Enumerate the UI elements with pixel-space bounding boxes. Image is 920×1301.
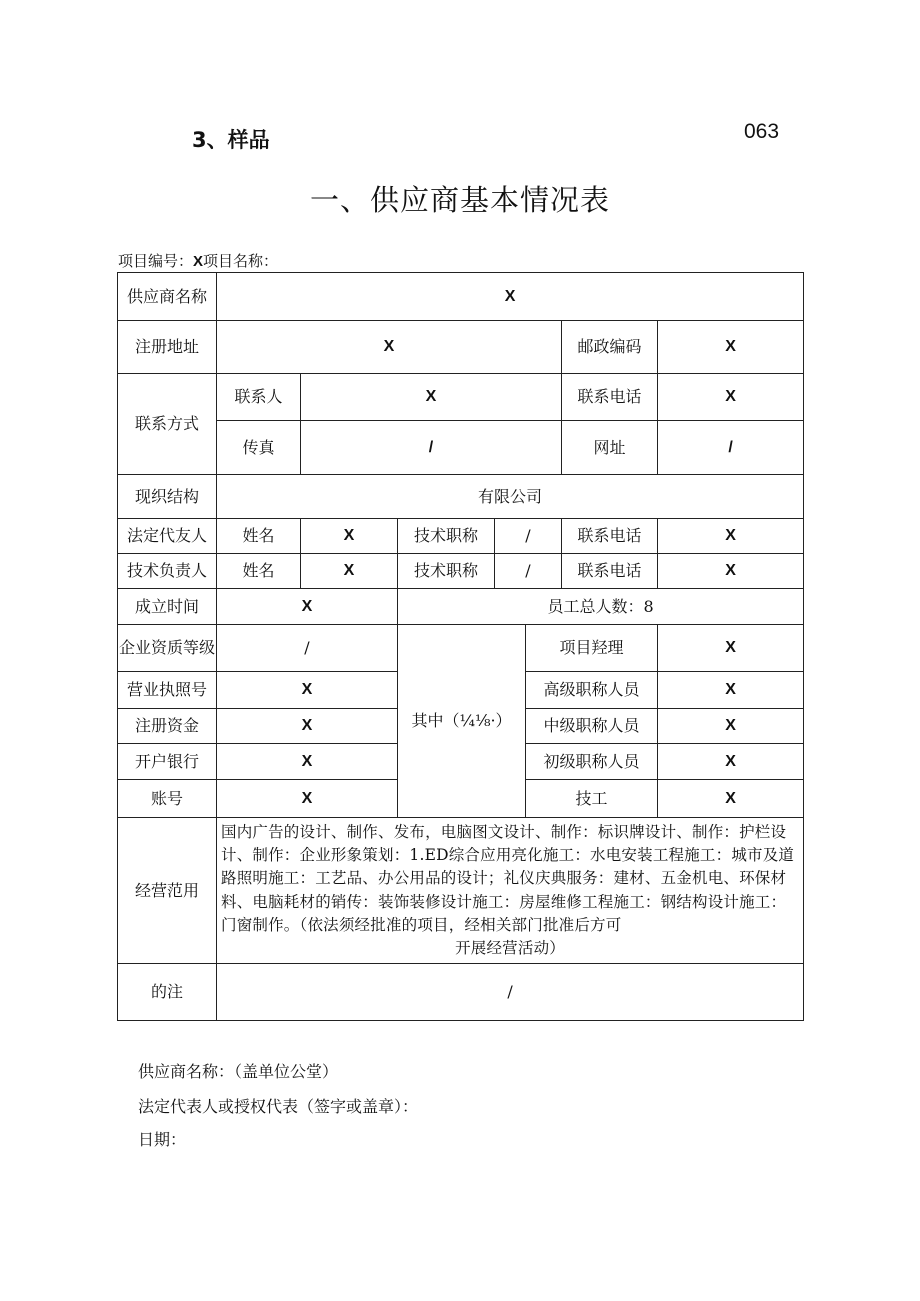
supplier-name-value: X (217, 273, 804, 321)
page-title: 一、供应商基本情况表 (309, 183, 610, 217)
fax-value: / (301, 421, 562, 475)
project-name-label: 项目名称： (203, 252, 279, 270)
scope-text: 国内广告的设计、制作、发布，电脑图文设计、制作：标识牌设计、制作：护栏设计、制作：企业形象策划：1.ED综合应用亮化施工：水电安装工程施工：城市及道路照明施工：工艺品、办公用品的设计；礼仪庆典服务：建材、五金机电、环保材料、电脑耗材的销传：装饰装修设计施工：房屋维修工程施工：钢结构设计施工：门窗制作。（依法须经批准的项目，经相关部门批准后方可 (221, 822, 795, 934)
license-value: X (217, 672, 398, 709)
established-value: X (217, 589, 398, 625)
legal-rep-name-value: X (301, 519, 398, 554)
staff-mid-value: X (658, 709, 804, 744)
contact-person-label: 联系人 (217, 374, 301, 421)
page-number: 063 (744, 120, 780, 143)
established-label: 成立时间 (118, 589, 217, 625)
postal-code-label: 邮政编码 (562, 321, 658, 374)
structure-value: 有限公司 (217, 475, 804, 519)
fax-label: 传真 (217, 421, 301, 475)
project-number-label: 项目编号： (118, 252, 194, 270)
legal-rep-label: 法定代友人 (118, 519, 217, 554)
legal-rep-phone-label: 联系电话 (562, 519, 658, 554)
website-value: / (658, 421, 804, 475)
among-label: 其中（¼⅛·） (398, 625, 526, 818)
contact-person-value: X (301, 374, 562, 421)
website-label: 网址 (562, 421, 658, 475)
scope-value (217, 818, 804, 964)
tech-lead-phone-label: 联系电话 (562, 554, 658, 589)
staff-technician-value: X (658, 780, 804, 818)
legal-rep-name-label: 姓名 (217, 519, 301, 554)
legal-rep-phone-value: X (658, 519, 804, 554)
scope-label: 经营范用 (118, 818, 217, 964)
legal-rep-title-value: / (495, 519, 562, 554)
account-label: 账号 (118, 780, 217, 818)
bank-value: X (217, 744, 398, 780)
staff-total: 员工总人数：8 (398, 589, 804, 625)
contact-phone-value: X (658, 374, 804, 421)
tech-lead-name-label: 姓名 (217, 554, 301, 589)
staff-junior-value: X (658, 744, 804, 780)
tech-lead-name-value: X (301, 554, 398, 589)
staff-senior-label: 高级职称人员 (526, 672, 658, 709)
supplier-info-table (117, 272, 804, 1021)
postal-code-value: X (658, 321, 804, 374)
tech-lead-title-label: 技术职称 (398, 554, 495, 589)
capital-value: X (217, 709, 398, 744)
note-label: 的注 (118, 964, 217, 1021)
staff-senior-value: X (658, 672, 804, 709)
section-heading: 3、样品 (192, 128, 270, 152)
scope-last-line: 开展经营活动） (455, 939, 565, 957)
tech-lead-label: 技术负责人 (118, 554, 217, 589)
address-label: 注册地址 (118, 321, 217, 374)
supplier-name-label: 供应商名称 (118, 273, 217, 321)
contact-phone-label: 联系电话 (562, 374, 658, 421)
capital-label: 注册资金 (118, 709, 217, 744)
qualification-value: / (217, 625, 398, 672)
staff-junior-label: 初级职称人员 (526, 744, 658, 780)
license-label: 营业执照号 (118, 672, 217, 709)
staff-pm-label: 项目羟理 (526, 625, 658, 672)
address-value: X (217, 321, 562, 374)
note-value: / (217, 964, 804, 1021)
bank-label: 开户银行 (118, 744, 217, 780)
sig-date: 日期： (138, 1130, 187, 1149)
sig-representative: 法定代表人或授权代表（签字或盖章）： (138, 1097, 419, 1116)
staff-pm-value: X (658, 625, 804, 672)
staff-mid-label: 中级职称人员 (526, 709, 658, 744)
contact-label: 联系方式 (118, 374, 217, 475)
sig-supplier: 供应商名称：（盖单位公堂） (138, 1062, 339, 1081)
project-number-value: X (193, 253, 204, 270)
qualification-label: 企业资质等级 (118, 625, 217, 672)
staff-technician-label: 技工 (526, 780, 658, 818)
project-line (118, 250, 278, 271)
legal-rep-title-label: 技术职称 (398, 519, 495, 554)
tech-lead-title-value: / (495, 554, 562, 589)
structure-label: 现织结构 (118, 475, 217, 519)
account-value: X (217, 780, 398, 818)
tech-lead-phone-value: X (658, 554, 804, 589)
